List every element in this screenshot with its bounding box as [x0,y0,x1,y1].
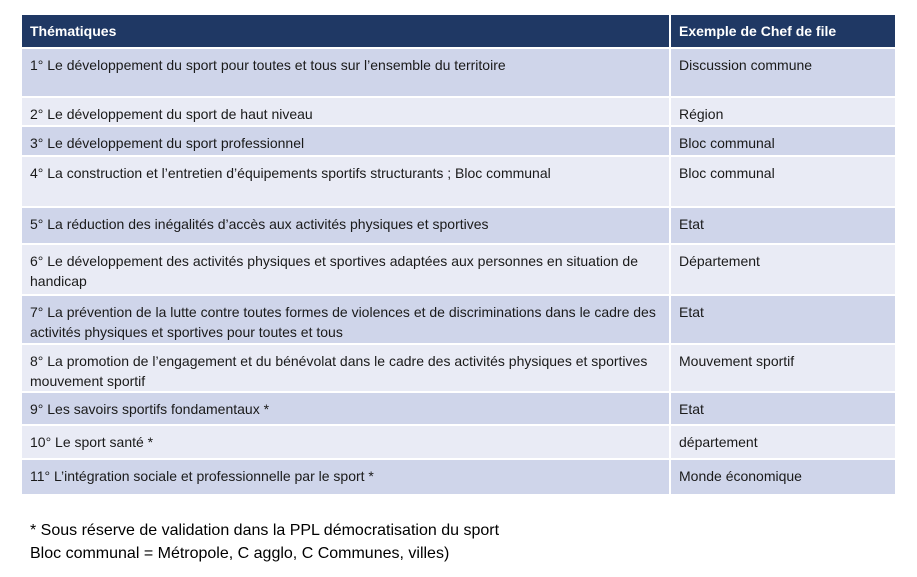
table-header-row [22,15,895,48]
lead-cell: Région [670,97,895,126]
theme-cell: 4° La construction et l’entretien d’équipements sportifs structurants ; Bloc communal [22,156,670,207]
theme-cell: 8° La promotion de l’engagement et du bénévolat dans le cadre des activités physiques et sportives mouvement sportif [22,344,670,392]
lead-cell: Discussion commune [670,48,895,97]
header-chef-de-file: Exemple de Chef de file [670,15,895,48]
lead-cell: Département [670,244,895,295]
table-row [22,295,895,344]
theme-cell: 2° Le développement du sport de haut niveau [22,97,670,126]
table-row [22,126,895,156]
lead-cell: Mouvement sportif [670,344,895,392]
table-row [22,425,895,459]
theme-cell: 10° Le sport santé * [22,425,670,459]
theme-cell: 1° Le développement du sport pour toutes et tous sur l’ensemble du territoire [22,48,670,97]
lead-cell: Etat [670,207,895,244]
theme-cell: 9° Les savoirs sportifs fondamentaux * [22,392,670,425]
table-row [22,156,895,207]
lead-cell: département [670,425,895,459]
lead-cell: Bloc communal [670,156,895,207]
table-row [22,48,895,97]
table-row [22,344,895,392]
table-row [22,97,895,126]
theme-cell: 6° Le développement des activités physiques et sportives adaptées aux personnes en situation de handicap [22,244,670,295]
theme-cell: 7° La prévention de la lutte contre toutes formes de violences et de discriminations dans le cadre des activités physiques et sportives pour toutes et tous [22,295,670,344]
header-thematiques: Thématiques [22,15,670,48]
footnotes [30,519,499,565]
lead-cell: Monde économique [670,459,895,494]
table-row [22,392,895,425]
themes-table-container [22,15,895,494]
theme-cell: 3° Le développement du sport professionnel [22,126,670,156]
lead-cell: Etat [670,392,895,425]
lead-cell: Etat [670,295,895,344]
table-row [22,459,895,494]
lead-cell: Bloc communal [670,126,895,156]
theme-cell: 11° L’intégration sociale et professionnelle par le sport * [22,459,670,494]
theme-cell: 5° La réduction des inégalités d’accès aux activités physiques et sportives [22,207,670,244]
table-row [22,244,895,295]
table-row [22,207,895,244]
footnote-ppl: * Sous réserve de validation dans la PPL démocratisation du sport [30,522,500,539]
themes-table [22,15,895,494]
footnote-bloc-communal: Bloc communal = Métropole, C agglo, C Communes, villes) [30,545,450,562]
